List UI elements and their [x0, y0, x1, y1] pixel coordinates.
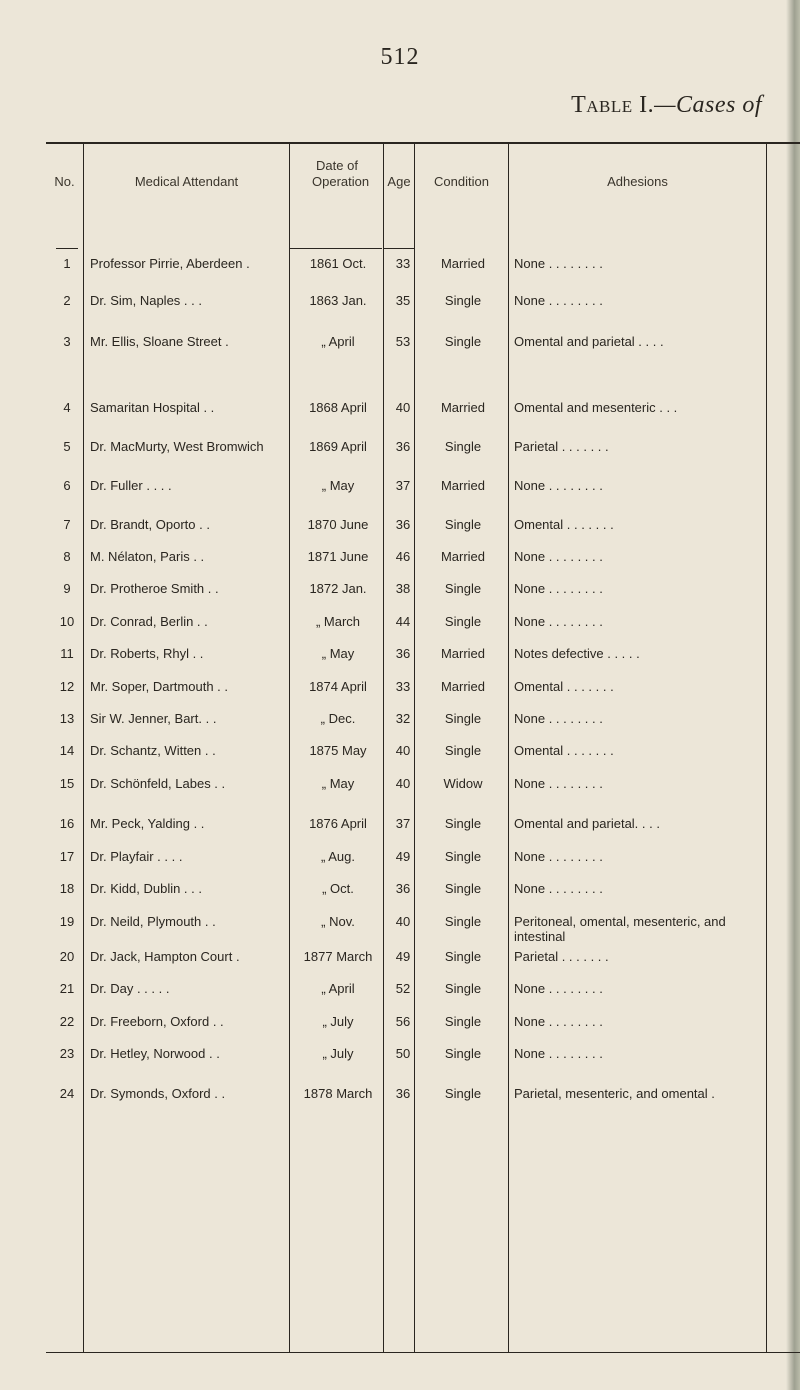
- table-title-suffix: —Cases of: [654, 92, 762, 118]
- medical-attendant-cell: Sir W. Jenner, Bart. . .: [90, 711, 217, 726]
- operation-date-cell: 1871 June: [307, 549, 369, 564]
- operation-date-cell: „ Dec.: [320, 711, 356, 726]
- operation-date-cell: 1876 April: [309, 816, 367, 831]
- adhesions-cell: Parietal, mesenteric, and omental .: [514, 1086, 715, 1101]
- header-condition: Condition: [434, 174, 489, 189]
- table-top-rule: [46, 142, 800, 144]
- header-underline-no: [56, 248, 78, 249]
- adhesions-cell: None . . . . . . . .: [514, 1046, 603, 1061]
- patient-condition-cell: Single: [444, 981, 482, 996]
- patient-age-cell: 37: [395, 478, 411, 493]
- patient-condition-cell: Married: [440, 256, 486, 271]
- patient-age-cell: 33: [395, 679, 411, 694]
- patient-age-cell: 53: [395, 334, 411, 349]
- patient-condition-cell: Single: [444, 517, 482, 532]
- row-number-cell: 6: [63, 478, 71, 493]
- patient-condition-cell: Married: [440, 646, 486, 661]
- patient-age-cell: 44: [395, 614, 411, 629]
- operation-date-cell: „ May: [321, 478, 355, 493]
- patient-age-cell: 36: [395, 439, 411, 454]
- row-number-cell: 14: [59, 743, 75, 758]
- table-title: [571, 92, 762, 119]
- patient-age-cell: 52: [395, 981, 411, 996]
- patient-age-cell: 35: [395, 293, 411, 308]
- page-edge-shadow: [786, 0, 800, 1390]
- patient-condition-cell: Single: [444, 711, 482, 726]
- medical-attendant-cell: Dr. Hetley, Norwood . .: [90, 1046, 220, 1061]
- patient-condition-cell: Widow: [443, 776, 483, 791]
- column-divider-3: [383, 144, 384, 1352]
- row-number-cell: 2: [63, 293, 71, 308]
- header-date: Date of Operation: [312, 158, 370, 189]
- operation-date-cell: 1875 May: [309, 743, 367, 758]
- adhesions-cell: Omental and mesenteric . . .: [514, 400, 678, 415]
- medical-attendant-cell: M. Nélaton, Paris . .: [90, 549, 205, 564]
- medical-attendant-cell: Dr. Protheroe Smith . .: [90, 581, 219, 596]
- patient-age-cell: 50: [395, 1046, 411, 1061]
- header-attendant: Medical Attendant: [134, 174, 239, 189]
- header-underline-age: [384, 248, 414, 249]
- patient-age-cell: 56: [395, 1014, 411, 1029]
- operation-date-cell: 1863 Jan.: [309, 293, 367, 308]
- patient-condition-cell: Single: [444, 1046, 482, 1061]
- adhesions-cell: None . . . . . . . .: [514, 293, 603, 308]
- patient-condition-cell: Single: [444, 1014, 482, 1029]
- operation-date-cell: 1874 April: [309, 679, 367, 694]
- patient-age-cell: 40: [395, 743, 411, 758]
- medical-attendant-cell: Dr. Symonds, Oxford . .: [90, 1086, 226, 1101]
- patient-condition-cell: Single: [444, 816, 482, 831]
- column-divider-2: [289, 144, 290, 1352]
- table-bottom-rule: [46, 1352, 800, 1353]
- patient-condition-cell: Single: [444, 849, 482, 864]
- patient-condition-cell: Married: [440, 549, 486, 564]
- operation-date-cell: „ July: [322, 1014, 354, 1029]
- row-number-cell: 18: [59, 881, 75, 896]
- patient-age-cell: 40: [395, 776, 411, 791]
- operation-date-cell: 1861 Oct.: [309, 256, 367, 271]
- header-age: Age: [387, 174, 411, 189]
- patient-condition-cell: Single: [444, 914, 482, 929]
- patient-condition-cell: Single: [444, 1086, 482, 1101]
- adhesions-cell: Notes defective . . . . .: [514, 646, 640, 661]
- table-title-prefix: Table I.: [571, 92, 655, 118]
- operation-date-cell: 1868 April: [309, 400, 367, 415]
- adhesions-cell: None . . . . . . . .: [514, 849, 603, 864]
- medical-attendant-cell: Dr. Schönfeld, Labes . .: [90, 776, 226, 791]
- operation-date-cell: „ Oct.: [322, 881, 354, 896]
- medical-attendant-cell: Dr. Neild, Plymouth . .: [90, 914, 216, 929]
- medical-attendant-cell: Mr. Soper, Dartmouth . .: [90, 679, 228, 694]
- adhesions-cell: None . . . . . . . .: [514, 478, 603, 493]
- patient-age-cell: 46: [395, 549, 411, 564]
- row-number-cell: 23: [59, 1046, 75, 1061]
- adhesions-cell: Peritoneal, omental, mesenteric, and intestinal: [514, 914, 726, 944]
- operation-date-cell: „ April: [321, 981, 355, 996]
- patient-condition-cell: Single: [444, 293, 482, 308]
- patient-condition-cell: Married: [440, 478, 486, 493]
- adhesions-cell: None . . . . . . . .: [514, 1014, 603, 1029]
- row-number-cell: 5: [63, 439, 71, 454]
- row-number-cell: 9: [63, 581, 71, 596]
- patient-age-cell: 49: [395, 949, 411, 964]
- patient-age-cell: 36: [395, 517, 411, 532]
- patient-age-cell: 49: [395, 849, 411, 864]
- adhesions-cell: Omental . . . . . . .: [514, 517, 614, 532]
- adhesions-cell: Omental and parietal. . . .: [514, 816, 660, 831]
- patient-age-cell: 36: [395, 646, 411, 661]
- patient-age-cell: 36: [395, 881, 411, 896]
- adhesions-cell: None . . . . . . . .: [514, 711, 603, 726]
- medical-attendant-cell: Dr. Sim, Naples . . .: [90, 293, 202, 308]
- medical-attendant-cell: Dr. MacMurty, West Bromwich: [90, 439, 264, 454]
- operation-date-cell: „ May: [321, 646, 355, 661]
- patient-condition-cell: Married: [440, 400, 486, 415]
- header-underline-date: [290, 248, 382, 249]
- operation-date-cell: „ April: [321, 334, 355, 349]
- medical-attendant-cell: Professor Pirrie, Aberdeen .: [90, 256, 250, 271]
- operation-date-cell: „ May: [321, 776, 355, 791]
- patient-condition-cell: Single: [444, 581, 482, 596]
- row-number-cell: 1: [63, 256, 71, 271]
- operation-date-cell: 1870 June: [307, 517, 369, 532]
- medical-attendant-cell: Dr. Conrad, Berlin . .: [90, 614, 208, 629]
- medical-attendant-cell: Dr. Kidd, Dublin . . .: [90, 881, 202, 896]
- adhesions-cell: Omental . . . . . . .: [514, 679, 614, 694]
- row-number-cell: 10: [59, 614, 75, 629]
- row-number-cell: 8: [63, 549, 71, 564]
- adhesions-cell: Parietal . . . . . . .: [514, 949, 609, 964]
- patient-age-cell: 36: [395, 1086, 411, 1101]
- column-divider-1: [83, 144, 84, 1352]
- page-number: 512: [380, 44, 420, 70]
- adhesions-cell: None . . . . . . . .: [514, 776, 603, 791]
- row-number-cell: 13: [59, 711, 75, 726]
- patient-condition-cell: Single: [444, 949, 482, 964]
- row-number-cell: 4: [63, 400, 71, 415]
- operation-date-cell: 1872 Jan.: [309, 581, 367, 596]
- operation-date-cell: „ March: [315, 614, 361, 629]
- operation-date-cell: 1878 March: [303, 1086, 373, 1101]
- medical-attendant-cell: Dr. Freeborn, Oxford . .: [90, 1014, 224, 1029]
- patient-condition-cell: Single: [444, 439, 482, 454]
- adhesions-cell: None . . . . . . . .: [514, 581, 603, 596]
- medical-attendant-cell: Dr. Roberts, Rhyl . .: [90, 646, 204, 661]
- row-number-cell: 15: [59, 776, 75, 791]
- operation-date-cell: „ Nov.: [321, 914, 355, 929]
- medical-attendant-cell: Mr. Ellis, Sloane Street .: [90, 334, 229, 349]
- adhesions-cell: None . . . . . . . .: [514, 256, 603, 271]
- patient-condition-cell: Single: [444, 881, 482, 896]
- medical-attendant-cell: Dr. Brandt, Oporto . .: [90, 517, 210, 532]
- patient-condition-cell: Single: [444, 614, 482, 629]
- header-no: No.: [54, 174, 75, 189]
- operation-date-cell: 1877 March: [303, 949, 373, 964]
- header-adhesions: Adhesions: [607, 174, 668, 189]
- row-number-cell: 22: [59, 1014, 75, 1029]
- adhesions-cell: Parietal . . . . . . .: [514, 439, 609, 454]
- patient-age-cell: 40: [395, 400, 411, 415]
- patient-age-cell: 37: [395, 816, 411, 831]
- row-number-cell: 19: [59, 914, 75, 929]
- operation-date-cell: „ July: [322, 1046, 354, 1061]
- column-divider-6: [766, 144, 767, 1352]
- patient-condition-cell: Single: [444, 743, 482, 758]
- adhesions-cell: None . . . . . . . .: [514, 981, 603, 996]
- row-number-cell: 7: [63, 517, 71, 532]
- medical-attendant-cell: Dr. Jack, Hampton Court .: [90, 949, 240, 964]
- medical-attendant-cell: Dr. Playfair . . . .: [90, 849, 183, 864]
- medical-attendant-cell: Dr. Fuller . . . .: [90, 478, 172, 493]
- row-number-cell: 16: [59, 816, 75, 831]
- row-number-cell: 21: [59, 981, 75, 996]
- adhesions-cell: Omental . . . . . . .: [514, 743, 614, 758]
- operation-date-cell: 1869 April: [309, 439, 367, 454]
- medical-attendant-cell: Mr. Peck, Yalding . .: [90, 816, 205, 831]
- medical-attendant-cell: Dr. Day . . . . .: [90, 981, 170, 996]
- patient-condition-cell: Single: [444, 334, 482, 349]
- row-number-cell: 11: [60, 646, 74, 661]
- operation-date-cell: „ Aug.: [321, 849, 355, 864]
- adhesions-cell: None . . . . . . . .: [514, 614, 603, 629]
- patient-condition-cell: Married: [440, 679, 486, 694]
- adhesions-cell: None . . . . . . . .: [514, 549, 603, 564]
- patient-age-cell: 33: [395, 256, 411, 271]
- adhesions-cell: Omental and parietal . . . .: [514, 334, 664, 349]
- row-number-cell: 20: [59, 949, 75, 964]
- patient-age-cell: 32: [395, 711, 411, 726]
- row-number-cell: 24: [59, 1086, 75, 1101]
- patient-age-cell: 40: [395, 914, 411, 929]
- medical-attendant-cell: Dr. Schantz, Witten . .: [90, 743, 216, 758]
- patient-age-cell: 38: [395, 581, 411, 596]
- adhesions-cell: None . . . . . . . .: [514, 881, 603, 896]
- row-number-cell: 12: [59, 679, 75, 694]
- row-number-cell: 3: [63, 334, 71, 349]
- medical-attendant-cell: Samaritan Hospital . .: [90, 400, 215, 415]
- row-number-cell: 17: [59, 849, 75, 864]
- column-divider-5: [508, 144, 509, 1352]
